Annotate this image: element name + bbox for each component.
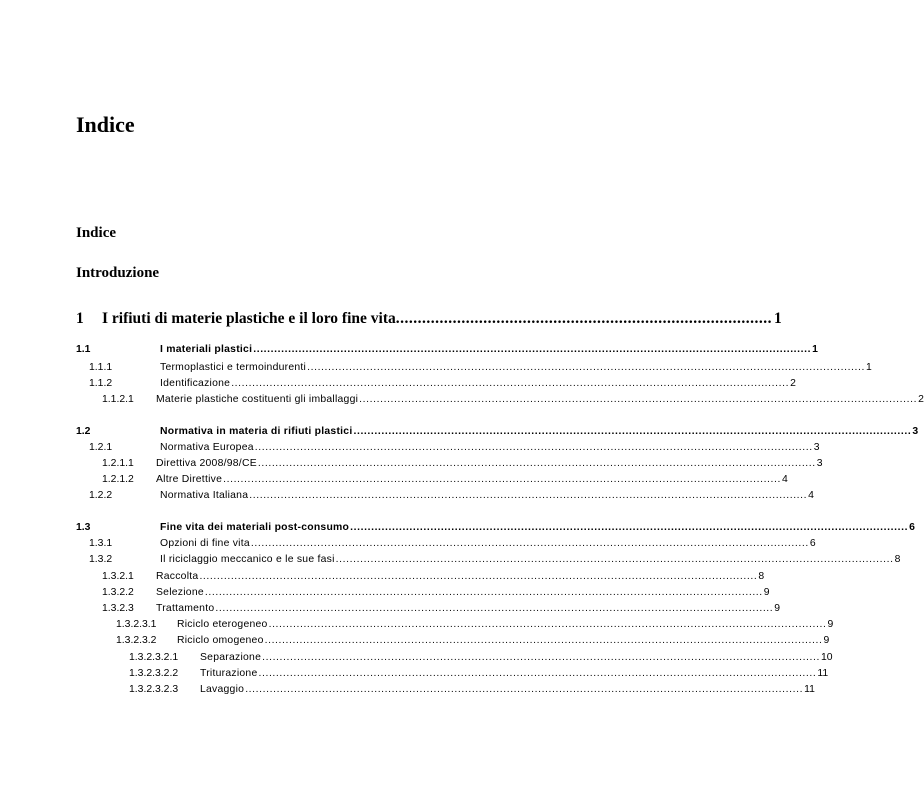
toc-entry-page-number: 6 (909, 522, 915, 533)
dot-leader: ................................................................................................................................................................ (249, 490, 808, 501)
toc-entry-line (160, 552, 901, 568)
toc-entry-line (160, 536, 816, 552)
page-title: Indice (76, 112, 135, 137)
toc-entry[interactable] (76, 360, 872, 376)
dot-leader: ................................................................................................................................................................ (264, 635, 823, 646)
toc-entry[interactable] (76, 585, 770, 601)
toc-entry-title: Altre Direttive (156, 474, 223, 485)
toc-entry-title: Normativa in materia di rifiuti plastici (160, 426, 353, 437)
toc-entry-line (160, 360, 872, 376)
toc-entry-line (160, 376, 796, 392)
toc-entry[interactable] (76, 488, 814, 504)
toc-entry-line (156, 569, 765, 585)
toc-entry-line (200, 666, 829, 682)
dot-leader: ................................................................................................................................................................ (254, 442, 813, 453)
toc-entry-page-number: 1 (866, 362, 872, 373)
toc-entry-line (156, 472, 788, 488)
toc-entry-page-number: 9 (774, 603, 781, 614)
dot-leader: ................................................................................................................................................................ (231, 378, 790, 389)
toc-entry-page-number: 8 (894, 554, 901, 565)
toc-entry-number: 1.2.1.2 (102, 474, 134, 485)
toc-entry-number: 1.2.2 (89, 490, 113, 501)
dot-leader: ................................................................................................................................................................ (257, 458, 816, 469)
toc-entry-indice[interactable]: Indice (76, 225, 117, 241)
dot-leader: ................................................................................................................................................................ (253, 344, 812, 355)
toc-entry-title: I materiali plastici (160, 344, 253, 355)
toc-entry-number: 1.3.2.3 (102, 603, 134, 614)
toc-entry-page-number: 3 (813, 442, 820, 453)
toc-entry[interactable] (76, 552, 901, 568)
toc-entry[interactable] (76, 601, 781, 617)
toc-entry-line (156, 601, 781, 617)
toc-entry-title: Il riciclaggio meccanico e le sue fasi (160, 554, 335, 565)
toc-entry-line (160, 440, 820, 456)
toc-entry-title: Materie plastiche costituenti gli imballaggi (156, 394, 359, 405)
toc-entry[interactable] (76, 342, 818, 358)
toc-entry-number: 1.3.2.3.1 (116, 619, 157, 630)
toc-entry-title: Raccolta (156, 571, 199, 582)
toc-entry-number: 1.3.2.3.2.3 (129, 684, 179, 695)
toc-entry[interactable] (76, 617, 834, 633)
toc-entry-title: Triturazione (200, 668, 258, 679)
chapter-number: 1 (76, 310, 84, 327)
dot-leader: ................................................................................................................................................................ (258, 668, 817, 679)
toc-entry-line (156, 456, 823, 472)
toc-entry[interactable] (76, 633, 830, 649)
toc-entry[interactable] (76, 536, 816, 552)
toc-entry-page-number: 6 (809, 538, 816, 549)
toc-entry-line (160, 424, 919, 440)
chapter-page-number: 1 (774, 310, 782, 327)
toc-entry-number: 1.1.2 (89, 378, 113, 389)
toc-entry-number: 1.3.2.3.2.1 (129, 652, 179, 663)
toc-entry-line (200, 682, 815, 698)
dot-leader: ................................................................................................................................................................ (245, 684, 804, 695)
dot-leader: ................................................................................................................................................................ (262, 652, 821, 663)
toc-entry-page-number: 2 (918, 394, 924, 405)
toc-entry-title: Normativa Italiana (160, 490, 249, 501)
toc-entry-line (177, 617, 834, 633)
toc-entry-title: Riciclo eterogeneo (177, 619, 268, 630)
toc-entry-line (200, 650, 833, 666)
dot-leader: ................................................................................................................................................................ (335, 554, 894, 565)
toc-entry-page-number: 3 (816, 458, 823, 469)
toc-entry[interactable] (76, 472, 788, 488)
toc-entry-number: 1.3.1 (89, 538, 113, 549)
chapter-title: I rifiuti di materie plastiche e il loro fine vita (102, 310, 396, 327)
toc-entry-title: Fine vita dei materiali post-consumo (160, 522, 350, 533)
dot-leader: ................................................................................................................................................................ (215, 603, 774, 614)
toc-entry[interactable] (76, 392, 924, 408)
toc-entry-title: Identificazione (160, 378, 231, 389)
toc-entry-number: 1.3.2.3.2 (116, 635, 157, 646)
toc-entry-number: 1.1.1 (89, 362, 113, 373)
dot-leader: ................................................................................................................................................................ (359, 394, 918, 405)
toc-entry-number: 1.3.2.2 (102, 587, 134, 598)
toc-entry[interactable] (76, 456, 823, 472)
toc-entry-number: 1.1 (76, 344, 91, 355)
toc-entry-number: 1.3 (76, 522, 91, 533)
toc-entry-title: Opzioni di fine vita (160, 538, 250, 549)
toc-entry-line (160, 488, 814, 504)
toc-entry-page-number: 4 (808, 490, 814, 501)
toc-entry[interactable] (76, 569, 765, 585)
toc-entry-line (160, 342, 818, 358)
toc-entry-line (177, 633, 830, 649)
dot-leader: ................................................................................................................................................................ (350, 522, 909, 533)
toc-entry-page-number: 11 (804, 684, 815, 695)
toc-entry-number: 1.3.2.3.2.2 (129, 668, 179, 679)
toc-entry[interactable] (76, 440, 820, 456)
toc-entry-title: Termoplastici e termoindurenti (160, 362, 307, 373)
toc-entry-title: Lavaggio (200, 684, 245, 695)
toc-entry-page-number: 9 (823, 635, 830, 646)
toc-entry[interactable] (76, 682, 815, 698)
toc-chapter-entry[interactable] (76, 309, 782, 329)
toc-entry[interactable] (76, 666, 829, 682)
toc-entry-number: 1.3.2.1 (102, 571, 134, 582)
toc-entry-page-number: 3 (912, 426, 919, 437)
toc-entry-page-number: 9 (827, 619, 834, 630)
dot-leader: ................................................................................................................................................................ (268, 619, 827, 630)
toc-entry[interactable] (76, 650, 833, 666)
dot-leader: ................................................................................................................................................................ (250, 538, 809, 549)
dot-leader: ...................................................................................... (395, 310, 772, 327)
toc-entry-line (160, 520, 915, 536)
toc-entry-title: Selezione (156, 587, 204, 598)
toc-entry-title: Trattamento (156, 603, 215, 614)
toc-entry-number: 1.2.1 (89, 442, 113, 453)
toc-entry[interactable] (76, 424, 919, 440)
toc-entry-title: Direttiva 2008/98/CE (156, 458, 257, 469)
toc-entry[interactable] (76, 376, 796, 392)
toc-entry-page-number: 10 (821, 652, 833, 663)
toc-entry-page-number: 8 (758, 571, 765, 582)
toc-entry-number: 1.2 (76, 426, 91, 437)
toc-entry-number: 1.1.2.1 (102, 394, 134, 405)
dot-leader: ................................................................................................................................................................ (199, 571, 758, 582)
toc-entry-title: Riciclo omogeneo (177, 635, 264, 646)
toc-entry[interactable] (76, 520, 915, 536)
toc-entry-title: Normativa Europea (160, 442, 254, 453)
dot-leader: ................................................................................................................................................................ (353, 426, 912, 437)
toc-entry-line (156, 585, 770, 601)
dot-leader: ................................................................................................................................................................ (307, 362, 866, 373)
dot-leader: ................................................................................................................................................................ (204, 587, 763, 598)
toc-entry-page-number: 9 (763, 587, 770, 598)
toc-entry-title: Separazione (200, 652, 262, 663)
toc-entry-introduzione[interactable]: Introduzione (76, 265, 160, 281)
toc-entry-page-number: 4 (782, 474, 788, 485)
dot-leader: ................................................................................................................................................................ (223, 474, 782, 485)
toc-entry-page-number: 1 (812, 344, 818, 355)
toc-entry-line (156, 392, 924, 408)
toc-entry-number: 1.2.1.1 (102, 458, 134, 469)
toc-entry-page-number: 11 (817, 668, 829, 679)
toc-entry-number: 1.3.2 (89, 554, 113, 565)
toc-entry-page-number: 2 (790, 378, 796, 389)
